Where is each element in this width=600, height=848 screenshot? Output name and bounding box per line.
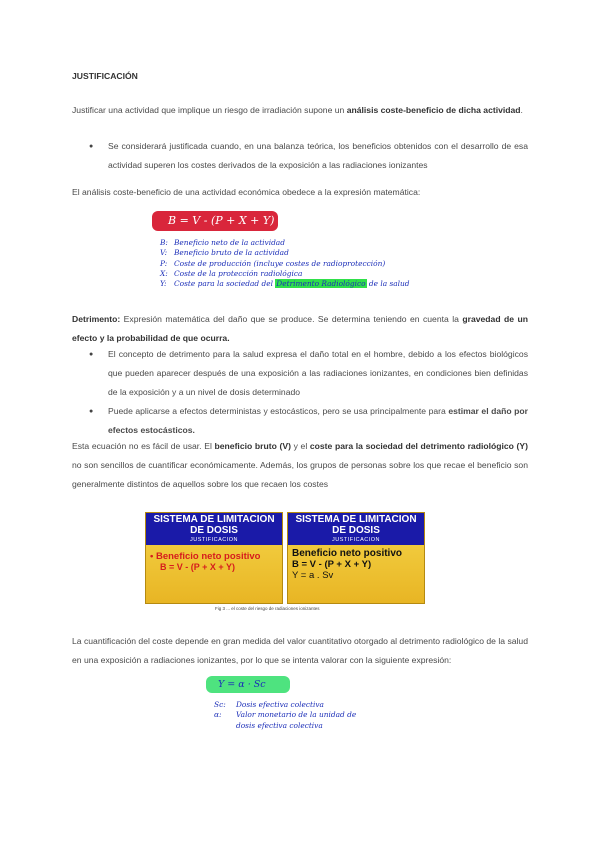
cuantificacion-paragraph: La cuantificación del coste depende en gran medida del valor cuantitativo otorgado al detrimento radiológico de la salud en una exposición a radiaciones ionizantes, por lo que se intenta valorar con la siguiente expresión: — [72, 636, 528, 665]
formula-legend — [160, 238, 460, 289]
legend-row-y: Y: Coste para la sociedad del Detrimento Radiológico de la salud — [160, 279, 410, 289]
legend-row-p: P: Coste de producción (incluye costes de radioprotección) — [160, 258, 386, 268]
intro-end: . — [520, 105, 523, 115]
figure-caption: Fig 3 ... el coste del riesgo de radiaciones ionizantes — [215, 606, 320, 611]
formula-coste: Y = α · Sc — [206, 676, 290, 693]
bullet-list-1 — [72, 137, 528, 175]
legend-row-b: B: Beneficio neto de la actividad — [160, 238, 285, 247]
highlight-detrimento: Detrimento Radiológico — [276, 279, 366, 289]
legend2-row-sc: Sc: Dosis efectiva colectiva — [214, 700, 324, 709]
section-heading: JUSTIFICACIÓN — [72, 71, 138, 81]
bullet-efectos: ● Puede aplicarse a efectos deterministas y estocásticos, pero se usa principalmente para estimar el daño por efectos estocásticos. — [72, 402, 528, 440]
formula-beneficio: B = V - (P + X + Y) — [152, 211, 278, 231]
bullet-detrimento-salud: ● El concepto de detrimento para la salud expresa el daño total en el hombre, debido a los efectos biológicos que pueden aparecer después de una exposición a las radiaciones ionizantes, en condiciones bien definidas de la exposición y a un nivel de dosis determinado — [72, 345, 528, 402]
intro-paragraph — [72, 101, 528, 120]
legend-row-v: V: Beneficio bruto de la actividad — [160, 248, 289, 258]
slide-left: SISTEMA DE LIMITACION DE DOSIS JUSTIFICACION • Beneficio neto positivo B = V - (P + X + Y) — [145, 512, 283, 604]
slide-fine-print — [146, 575, 282, 581]
detrimento-label: Detrimento: — [72, 314, 121, 324]
intro-text: Justificar una actividad que implique un riesgo de irradiación supone un — [72, 105, 347, 115]
legend2-row-alpha-cont: dosis efectiva colectiva — [236, 720, 323, 730]
bullet-justificada: ● Se considerará justificada cuando, en una balanza teórica, los beneficios obtenidos con el desarrollo de esa actividad superen los costes derivados de la exposición a las radiaciones ionizantes — [72, 137, 528, 175]
formula2-legend — [214, 700, 414, 731]
slide-right: SISTEMA DE LIMITACION DE DOSIS JUSTIFICACION Beneficio neto positivo B = V - (P + X + Y) Y = a . Sv — [287, 512, 425, 604]
bullet-list-2 — [72, 345, 528, 440]
legend-row-x: X: Coste de la protección radiológica — [160, 268, 303, 278]
analysis-paragraph: El análisis coste-beneficio de una actividad económica obedece a la expresión matemática: — [72, 187, 421, 197]
legend2-row-alpha: α: Valor monetario de la unidad de — [214, 710, 357, 720]
ecuacion-paragraph: Esta ecuación no es fácil de usar. El beneficio bruto (V) y el coste para la sociedad del detrimento radiológico (Y) no son sencillos de cuantificar económicamente. Además, los grupos de personas sobre los que recae el beneficio son generalmente distintos de aquellos sobre los que recaen los costes — [72, 441, 528, 489]
intro-bold: análisis coste-beneficio de dicha actividad — [346, 105, 521, 115]
detrimento-paragraph: Detrimento: Expresión matemática del daño que se produce. Se determina teniendo en cuenta la gravedad de un efecto y la probabilidad de que ocurra. — [72, 314, 528, 343]
